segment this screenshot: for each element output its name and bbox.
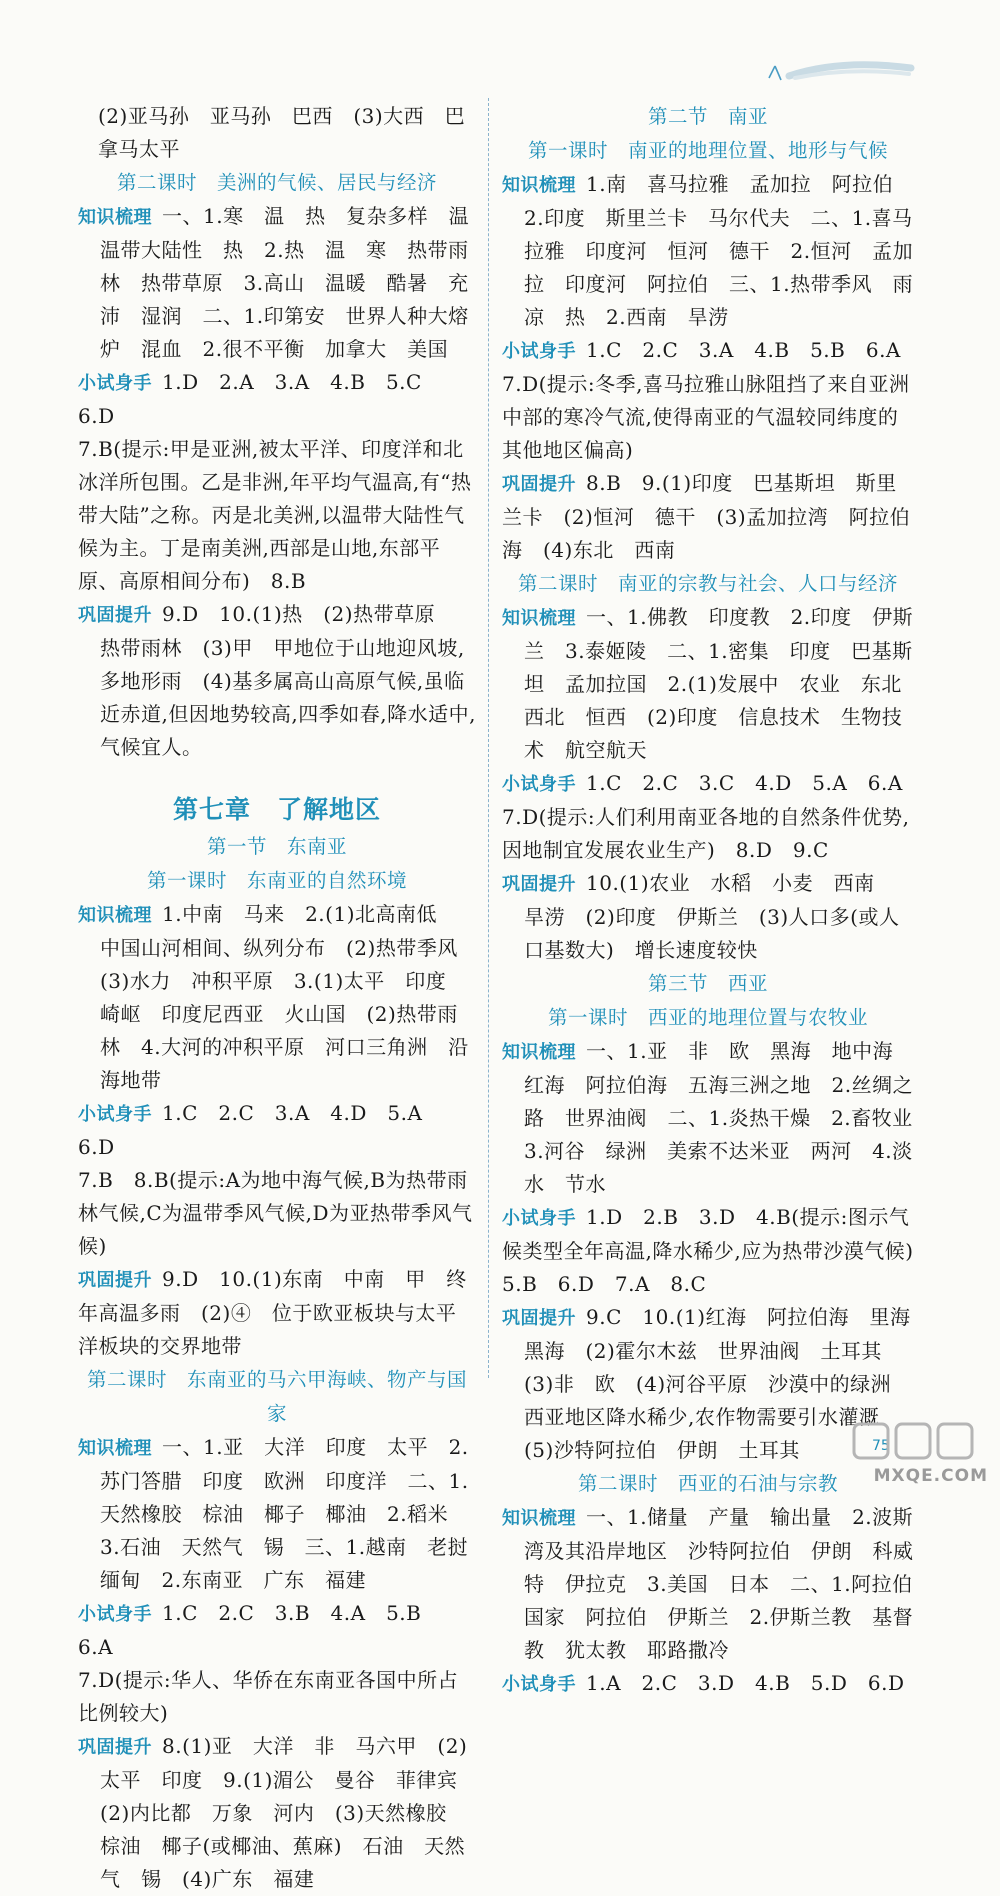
answer-text: 1.C 2.C 3.C 4.D 5.A 6.A xyxy=(586,771,903,795)
answer-paragraph xyxy=(502,801,914,867)
section-label: 知识梳理 xyxy=(502,1042,576,1063)
section-heading: 第二课时 东南亚的马六甲海峡、物产与国家 xyxy=(86,1368,467,1425)
section-label: 小试身手 xyxy=(502,1674,576,1695)
answer-paragraph xyxy=(502,467,914,567)
section-label: 小试身手 xyxy=(78,373,152,394)
answer-text: 1.C 2.C 3.A 4.D 5.A 6.D xyxy=(78,1101,443,1159)
section-label: 巩固提升 xyxy=(78,1737,152,1758)
answer-text: 8.(1)亚 大洋 非 马六甲 (2)太平 印度 9.(1)湄公 曼谷 菲律宾 (2)内比都 万象 河内 (3)天然橡胶 棕油 椰子(或椰油、蕉麻) 石油 天然气 锡 (4)广东 福建 xyxy=(100,1734,478,1891)
section-label: 知识梳理 xyxy=(502,1508,576,1529)
answer-text: 7.D(提示:人们利用南亚各地的自然条件优势,因地制宜发展农业生产) 8.D 9.C xyxy=(502,805,910,862)
answer-text: 7.B(提示:甲是亚洲,被太平洋、印度洋和北冰洋所包围。乙是非洲,年平均气温高,有“热带大陆”之称。丙是北美洲,以温带大陆性气候为主。丁是南美洲,西部是山地,东部平原、高原相间分布) 8.B xyxy=(78,437,472,593)
chapter-title: 第七章 了解地区 xyxy=(172,795,381,824)
decorative-flourish-icon xyxy=(765,58,915,86)
answer-text: 7.D(提示:华人、华侨在东南亚各国中所占比例较大) xyxy=(78,1668,459,1725)
answer-paragraph xyxy=(78,898,479,1097)
answer-text: (2)亚马孙 亚马孙 巴西 (3)大西 巴拿马太平 xyxy=(98,104,466,161)
answer-text: 1.D 2.B 3.D 4.B(提示:图示气候类型全年高温,降水稀少,应为热带沙漠气候) 5.B 6.D 7.A 8.C xyxy=(502,1205,935,1296)
section-label: 巩固提升 xyxy=(502,1308,576,1329)
section-label: 小试身手 xyxy=(502,774,576,795)
answer-paragraph xyxy=(502,867,914,967)
section-label: 巩固提升 xyxy=(502,874,576,895)
answer-paragraph xyxy=(502,168,934,334)
answer-text: 一、1.佛教 印度教 2.印度 伊斯兰 3.泰姬陵 二、1.密集 印度 巴基斯坦 孟加拉国 2.(1)发展中 农业 东北 西北 恒西 (2)印度 信息技术 生物技术 航空航天 xyxy=(524,605,923,762)
answer-paragraph xyxy=(78,598,476,764)
answer-text: 9.D 10.(1)热 (2)热带草原 热带雨林 (3)甲 甲地位于山地迎风坡,多地形雨 (4)基多属高山高原气候,虽临近赤道,但因地势较高,四季如春,降水适中,气候宜人。 xyxy=(100,602,476,759)
answer-paragraph xyxy=(78,1730,476,1896)
section-heading: 第二课时 西亚的石油与宗教 xyxy=(577,1472,838,1495)
section-heading: 第一课时 东南亚的自然环境 xyxy=(146,869,407,892)
answer-text: 一、1.亚 大洋 印度 太平 2.苏门答腊 印度 欧洲 印度洋 二、1.天然橡胶 棕油 椰子 椰油 2.稻米 3.石油 天然气 锡 三、1.越南 老挝 缅甸 2.东南亚 广东 福建 xyxy=(100,1435,489,1592)
answer-text: 一、1.亚 非 欧 黑海 地中海 红海 阿拉伯海 五海三洲之地 2.丝绸之路 世界油阀 二、1.炎热干燥 2.畜牧业 3.河谷 绿洲 美索不达米亚 两河 4.淡水 节水 xyxy=(524,1039,934,1196)
answer-paragraph xyxy=(78,1263,476,1363)
section-heading: 第二课时 美洲的气候、居民与经济 xyxy=(116,171,437,194)
answer-paragraph xyxy=(78,1097,476,1164)
section-label: 小试身手 xyxy=(502,1208,576,1229)
section-heading: 第二课时 南亚的宗教与社会、人口与经济 xyxy=(517,572,898,595)
answer-paragraph xyxy=(502,334,914,368)
section-label: 知识梳理 xyxy=(78,1438,152,1459)
answer-text: 8.B 9.(1)印度 巴基斯坦 斯里兰卡 (2)恒河 德干 (3)孟加拉湾 阿拉伯海 (4)东北 西南 xyxy=(502,471,911,562)
column-divider xyxy=(488,98,489,1378)
answer-paragraph xyxy=(78,1164,476,1263)
section-label: 小试身手 xyxy=(502,341,576,362)
answer-paragraph xyxy=(502,1201,935,1301)
answer-paragraph xyxy=(502,767,914,801)
section-label: 小试身手 xyxy=(78,1104,152,1125)
answer-text: 1.南 喜马拉雅 孟加拉 阿拉伯 2.印度 斯里兰卡 马尔代夫 二、1.喜马拉雅 印度河 恒河 德干 2.恒河 孟加拉 印度河 阿拉伯 三、1.热带季风 雨 凉 热 2.西南 旱涝 xyxy=(524,172,934,329)
answer-text: 1.C 2.C 3.B 4.A 5.B 6.A xyxy=(78,1601,442,1659)
answer-paragraph xyxy=(78,433,476,598)
section-label: 巩固提升 xyxy=(78,605,152,626)
answer-paragraph xyxy=(502,368,914,467)
answer-paragraph xyxy=(78,100,476,166)
answer-paragraph xyxy=(502,1035,934,1201)
answer-text: 一、1.寒 温 热 复杂多样 温温带大陆性 热 2.热 温 寒 热带雨林 热带草原 3.高山 温暖 酷暑 充沛 湿润 二、1.印第安 世界人种大熔炉 混血 2.很不平衡 加拿大 美国 xyxy=(100,204,470,361)
left-column xyxy=(78,100,489,1896)
answer-text: 9.C 10.(1)红海 阿拉伯海 里海 黑海 (2)霍尔木兹 世界油阀 土耳其 (3)非 欧 (4)河谷平原 沙漠中的绿洲 西亚地区降水稀少,农作物需要引水灌溉 (5)沙特阿拉伯 伊朗 土耳其 xyxy=(524,1305,932,1462)
answer-text: 1.C 2.C 3.A 4.B 5.B 6.A xyxy=(586,338,901,362)
answer-paragraph xyxy=(78,200,476,366)
section-label: 知识梳理 xyxy=(78,207,152,228)
section-label: 巩固提升 xyxy=(78,1270,152,1291)
answer-text: 7.B 8.B(提示:A为地中海气候,B为热带雨林气候,C为温带季风气候,D为亚热带季风气候) xyxy=(78,1168,473,1258)
section-label: 小试身手 xyxy=(78,1604,152,1625)
section-heading: 第一节 东南亚 xyxy=(206,835,347,858)
answer-paragraph xyxy=(502,1667,914,1701)
answer-text: 一、1.储量 产量 输出量 2.波斯湾及其沿岸地区 沙特阿拉伯 伊朗 科威特 伊拉克 3.美国 日本 二、1.阿拉伯国家 阿拉伯 伊斯兰 2.伊斯兰教 基督教 犹太教 耶路撒冷 xyxy=(524,1505,914,1662)
section-label: 知识梳理 xyxy=(78,905,152,926)
answer-text: 9.D 10.(1)东南 中南 甲 终年高温多雨 (2)④ 位于欧亚板块与太平洋板块的交界地带 xyxy=(78,1267,467,1358)
answer-paragraph xyxy=(502,1501,914,1667)
answer-paragraph xyxy=(78,366,476,433)
section-label: 巩固提升 xyxy=(502,474,576,495)
answer-text: 7.D(提示:冬季,喜马拉雅山脉阻挡了来自亚洲中部的寒冷气流,使得南亚的气温较同纬度的其他地区偏高) xyxy=(502,372,910,462)
answer-paragraph xyxy=(78,1431,489,1597)
answer-text: 1.D 2.A 3.A 4.B 5.C 6.D xyxy=(78,370,443,428)
answer-text: 1.A 2.C 3.D 4.B 5.D 6.D xyxy=(586,1671,905,1695)
section-label: 知识梳理 xyxy=(502,608,576,629)
section-heading: 第一课时 南亚的地理位置、地形与气候 xyxy=(527,139,888,162)
section-heading: 第三节 西亚 xyxy=(647,972,768,995)
watermark-text: MXQE.COM xyxy=(873,1466,988,1486)
section-heading: 第一课时 西亚的地理位置与农牧业 xyxy=(547,1006,868,1029)
section-heading: 第二节 南亚 xyxy=(647,105,768,128)
page-number: 75 xyxy=(872,1438,890,1454)
section-label: 知识梳理 xyxy=(502,175,576,196)
answer-text: 10.(1)农业 水稻 小麦 西南 旱涝 (2)印度 伊斯兰 (3)人口多(或人口基数大) 增长速度较快 xyxy=(524,871,900,962)
answer-paragraph xyxy=(78,1597,476,1664)
answer-paragraph xyxy=(78,1664,476,1730)
answer-paragraph xyxy=(502,601,923,767)
answer-text: 1.中南 马来 2.(1)北高南低 中国山河相间、纵列分布 (2)热带季风 (3)水力 冲积平原 3.(1)太平 印度 崎岖 印度尼西亚 火山国 (2)热带雨林 4.大河的冲积平原 河口三角洲 沿海地带 xyxy=(100,902,479,1092)
